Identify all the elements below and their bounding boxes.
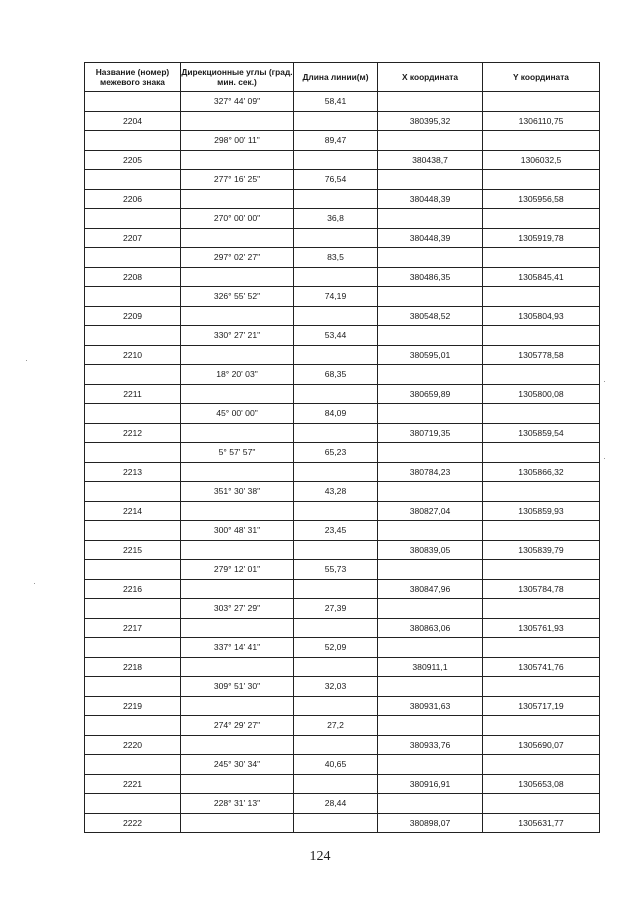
- table-row: [85, 618, 600, 638]
- line-length-cell: 76,54: [294, 170, 378, 190]
- bearing-angle-cell: [181, 267, 294, 287]
- x-coordinate-cell: [378, 638, 483, 658]
- y-coordinate-cell: 1305919,78: [483, 228, 600, 248]
- line-length-cell: [294, 501, 378, 521]
- table-row: [85, 755, 600, 775]
- line-length-cell: [294, 150, 378, 170]
- y-coordinate-cell: 1305690,07: [483, 735, 600, 755]
- table-row: [85, 579, 600, 599]
- x-coordinate-cell: 380933,76: [378, 735, 483, 755]
- marker-name-cell: [85, 365, 181, 385]
- y-coordinate-cell: 1305778,58: [483, 345, 600, 365]
- bearing-angle-cell: [181, 111, 294, 131]
- line-length-cell: 55,73: [294, 560, 378, 580]
- y-coordinate-cell: [483, 560, 600, 580]
- marker-name-cell: 2214: [85, 501, 181, 521]
- marker-name-cell: 2221: [85, 774, 181, 794]
- x-coordinate-cell: 380595,01: [378, 345, 483, 365]
- line-length-cell: [294, 384, 378, 404]
- bearing-angle-cell: [181, 228, 294, 248]
- table-row: [85, 696, 600, 716]
- x-coordinate-cell: 380863,06: [378, 618, 483, 638]
- marker-name-cell: [85, 677, 181, 697]
- line-length-cell: 32,03: [294, 677, 378, 697]
- marker-name-cell: 2217: [85, 618, 181, 638]
- line-length-cell: 36,8: [294, 209, 378, 229]
- bearing-angle-cell: 309° 51' 30": [181, 677, 294, 697]
- line-length-cell: [294, 813, 378, 833]
- table-row: [85, 794, 600, 814]
- x-coordinate-cell: 380898,07: [378, 813, 483, 833]
- x-coordinate-cell: [378, 404, 483, 424]
- line-length-cell: [294, 306, 378, 326]
- marker-name-cell: 2206: [85, 189, 181, 209]
- table-row: [85, 189, 600, 209]
- line-length-cell: [294, 228, 378, 248]
- marker-name-cell: [85, 482, 181, 502]
- table-row: [85, 560, 600, 580]
- marker-name-cell: [85, 131, 181, 151]
- x-coordinate-cell: [378, 326, 483, 346]
- bearing-angle-cell: [181, 384, 294, 404]
- table-row: [85, 716, 600, 736]
- header-line-length: Длина линии(м): [294, 63, 378, 92]
- marker-name-cell: 2218: [85, 657, 181, 677]
- marker-name-cell: [85, 521, 181, 541]
- marker-name-cell: [85, 755, 181, 775]
- x-coordinate-cell: 380486,35: [378, 267, 483, 287]
- bearing-angle-cell: 277° 16' 25": [181, 170, 294, 190]
- y-coordinate-cell: [483, 521, 600, 541]
- table-row: [85, 287, 600, 307]
- x-coordinate-cell: 380911,1: [378, 657, 483, 677]
- table-header-row: [85, 63, 600, 92]
- line-length-cell: [294, 579, 378, 599]
- y-coordinate-cell: [483, 404, 600, 424]
- line-length-cell: 52,09: [294, 638, 378, 658]
- y-coordinate-cell: [483, 170, 600, 190]
- bearing-angle-cell: [181, 345, 294, 365]
- y-coordinate-cell: [483, 131, 600, 151]
- y-coordinate-cell: [483, 443, 600, 463]
- line-length-cell: 43,28: [294, 482, 378, 502]
- y-coordinate-cell: [483, 92, 600, 112]
- marker-name-cell: 2208: [85, 267, 181, 287]
- bearing-angle-cell: [181, 423, 294, 443]
- bearing-angle-cell: 303° 27' 29": [181, 599, 294, 619]
- x-coordinate-cell: 380847,96: [378, 579, 483, 599]
- marker-name-cell: 2216: [85, 579, 181, 599]
- x-coordinate-cell: [378, 248, 483, 268]
- y-coordinate-cell: [483, 482, 600, 502]
- marker-name-cell: [85, 599, 181, 619]
- bearing-angle-cell: 5° 57' 57": [181, 443, 294, 463]
- y-coordinate-cell: 1305653,08: [483, 774, 600, 794]
- bearing-angle-cell: [181, 189, 294, 209]
- x-coordinate-cell: [378, 482, 483, 502]
- scan-speck: [604, 458, 605, 459]
- line-length-cell: 74,19: [294, 287, 378, 307]
- y-coordinate-cell: [483, 755, 600, 775]
- bearing-angle-cell: [181, 735, 294, 755]
- bearing-angle-cell: 298° 00' 11": [181, 131, 294, 151]
- x-coordinate-cell: 380784,23: [378, 462, 483, 482]
- marker-name-cell: [85, 638, 181, 658]
- y-coordinate-cell: 1305741,76: [483, 657, 600, 677]
- line-length-cell: [294, 696, 378, 716]
- bearing-angle-cell: 279° 12' 01": [181, 560, 294, 580]
- marker-name-cell: 2212: [85, 423, 181, 443]
- table-row: [85, 209, 600, 229]
- table-row: [85, 540, 600, 560]
- line-length-cell: [294, 462, 378, 482]
- marker-name-cell: 2219: [85, 696, 181, 716]
- table-row: [85, 306, 600, 326]
- table-row: [85, 150, 600, 170]
- marker-name-cell: 2215: [85, 540, 181, 560]
- table-row: [85, 248, 600, 268]
- x-coordinate-cell: [378, 560, 483, 580]
- y-coordinate-cell: [483, 365, 600, 385]
- marker-name-cell: 2209: [85, 306, 181, 326]
- y-coordinate-cell: 1306032,5: [483, 150, 600, 170]
- y-coordinate-cell: 1305800,08: [483, 384, 600, 404]
- table-row: [85, 423, 600, 443]
- marker-name-cell: 2205: [85, 150, 181, 170]
- line-length-cell: 65,23: [294, 443, 378, 463]
- x-coordinate-cell: [378, 443, 483, 463]
- line-length-cell: 40,65: [294, 755, 378, 775]
- line-length-cell: 27,2: [294, 716, 378, 736]
- boundary-coordinates-table: [84, 62, 600, 833]
- marker-name-cell: [85, 560, 181, 580]
- table-body: [85, 92, 600, 833]
- table-row: [85, 326, 600, 346]
- x-coordinate-cell: [378, 599, 483, 619]
- marker-name-cell: [85, 287, 181, 307]
- x-coordinate-cell: [378, 131, 483, 151]
- marker-name-cell: [85, 209, 181, 229]
- marker-name-cell: [85, 443, 181, 463]
- table-row: [85, 677, 600, 697]
- marker-name-cell: 2220: [85, 735, 181, 755]
- table-row: [85, 384, 600, 404]
- x-coordinate-cell: 380719,35: [378, 423, 483, 443]
- marker-name-cell: [85, 170, 181, 190]
- table-row: [85, 813, 600, 833]
- x-coordinate-cell: [378, 92, 483, 112]
- page-number: 124: [309, 849, 331, 864]
- table-row: [85, 404, 600, 424]
- bearing-angle-cell: 45° 00' 00": [181, 404, 294, 424]
- bearing-angle-cell: [181, 540, 294, 560]
- line-length-cell: 58,41: [294, 92, 378, 112]
- line-length-cell: [294, 345, 378, 365]
- x-coordinate-cell: [378, 794, 483, 814]
- header-marker-name: Название (номер) межевого знака: [85, 63, 181, 92]
- y-coordinate-cell: 1306110,75: [483, 111, 600, 131]
- header-x-coordinate: X координата: [378, 63, 483, 92]
- y-coordinate-cell: [483, 248, 600, 268]
- x-coordinate-cell: [378, 209, 483, 229]
- y-coordinate-cell: [483, 794, 600, 814]
- bearing-angle-cell: [181, 618, 294, 638]
- scan-speck: [34, 583, 35, 584]
- table-row: [85, 365, 600, 385]
- table-row: [85, 111, 600, 131]
- marker-name-cell: 2204: [85, 111, 181, 131]
- y-coordinate-cell: 1305956,58: [483, 189, 600, 209]
- bearing-angle-cell: [181, 306, 294, 326]
- table-row: [85, 735, 600, 755]
- x-coordinate-cell: [378, 365, 483, 385]
- y-coordinate-cell: 1305761,93: [483, 618, 600, 638]
- header-bearing-angle: Дирекционные углы (град. мин. сек.): [181, 63, 294, 92]
- line-length-cell: [294, 540, 378, 560]
- bearing-angle-cell: 18° 20' 03": [181, 365, 294, 385]
- marker-name-cell: [85, 92, 181, 112]
- bearing-angle-cell: 330° 27' 21": [181, 326, 294, 346]
- line-length-cell: 84,09: [294, 404, 378, 424]
- line-length-cell: [294, 267, 378, 287]
- bearing-angle-cell: 228° 31' 13": [181, 794, 294, 814]
- x-coordinate-cell: [378, 755, 483, 775]
- marker-name-cell: 2213: [85, 462, 181, 482]
- table-row: [85, 599, 600, 619]
- line-length-cell: [294, 618, 378, 638]
- x-coordinate-cell: [378, 677, 483, 697]
- marker-name-cell: 2207: [85, 228, 181, 248]
- y-coordinate-cell: [483, 287, 600, 307]
- marker-name-cell: [85, 716, 181, 736]
- y-coordinate-cell: 1305839,79: [483, 540, 600, 560]
- y-coordinate-cell: [483, 599, 600, 619]
- table-row: [85, 345, 600, 365]
- table-row: [85, 92, 600, 112]
- line-length-cell: [294, 735, 378, 755]
- table-row: [85, 774, 600, 794]
- bearing-angle-cell: 337° 14' 41": [181, 638, 294, 658]
- table-row: [85, 482, 600, 502]
- bearing-angle-cell: [181, 150, 294, 170]
- marker-name-cell: 2210: [85, 345, 181, 365]
- table-row: [85, 228, 600, 248]
- bearing-angle-cell: 327° 44' 09": [181, 92, 294, 112]
- table-row: [85, 131, 600, 151]
- x-coordinate-cell: [378, 170, 483, 190]
- bearing-angle-cell: 297° 02' 27": [181, 248, 294, 268]
- marker-name-cell: [85, 326, 181, 346]
- bearing-angle-cell: [181, 813, 294, 833]
- scan-speck: [26, 360, 27, 361]
- y-coordinate-cell: [483, 326, 600, 346]
- table-row: [85, 521, 600, 541]
- x-coordinate-cell: 380839,05: [378, 540, 483, 560]
- marker-name-cell: [85, 794, 181, 814]
- line-length-cell: [294, 657, 378, 677]
- y-coordinate-cell: 1305859,54: [483, 423, 600, 443]
- table-row: [85, 462, 600, 482]
- table-row: [85, 267, 600, 287]
- y-coordinate-cell: 1305717,19: [483, 696, 600, 716]
- line-length-cell: [294, 189, 378, 209]
- bearing-angle-cell: [181, 657, 294, 677]
- x-coordinate-cell: [378, 521, 483, 541]
- y-coordinate-cell: 1305784,78: [483, 579, 600, 599]
- y-coordinate-cell: 1305845,41: [483, 267, 600, 287]
- table-row: [85, 170, 600, 190]
- line-length-cell: 27,39: [294, 599, 378, 619]
- bearing-angle-cell: 245° 30' 34": [181, 755, 294, 775]
- y-coordinate-cell: 1305804,93: [483, 306, 600, 326]
- line-length-cell: 89,47: [294, 131, 378, 151]
- y-coordinate-cell: [483, 638, 600, 658]
- table-row: [85, 501, 600, 521]
- bearing-angle-cell: 274° 29' 27": [181, 716, 294, 736]
- x-coordinate-cell: 380931,63: [378, 696, 483, 716]
- line-length-cell: 53,44: [294, 326, 378, 346]
- bearing-angle-cell: 270° 00' 00": [181, 209, 294, 229]
- x-coordinate-cell: 380395,32: [378, 111, 483, 131]
- table-row: [85, 443, 600, 463]
- line-length-cell: [294, 774, 378, 794]
- x-coordinate-cell: 380659,89: [378, 384, 483, 404]
- marker-name-cell: [85, 404, 181, 424]
- y-coordinate-cell: 1305859,93: [483, 501, 600, 521]
- y-coordinate-cell: [483, 716, 600, 736]
- x-coordinate-cell: [378, 716, 483, 736]
- table-row: [85, 638, 600, 658]
- y-coordinate-cell: [483, 677, 600, 697]
- bearing-angle-cell: [181, 501, 294, 521]
- marker-name-cell: 2211: [85, 384, 181, 404]
- line-length-cell: 23,45: [294, 521, 378, 541]
- y-coordinate-cell: 1305631,77: [483, 813, 600, 833]
- y-coordinate-cell: [483, 209, 600, 229]
- line-length-cell: 68,35: [294, 365, 378, 385]
- y-coordinate-cell: 1305866,32: [483, 462, 600, 482]
- line-length-cell: [294, 111, 378, 131]
- table-row: [85, 657, 600, 677]
- x-coordinate-cell: 380448,39: [378, 189, 483, 209]
- bearing-angle-cell: [181, 774, 294, 794]
- line-length-cell: [294, 423, 378, 443]
- x-coordinate-cell: 380438,7: [378, 150, 483, 170]
- bearing-angle-cell: 300° 48' 31": [181, 521, 294, 541]
- bearing-angle-cell: 351° 30' 38": [181, 482, 294, 502]
- bearing-angle-cell: [181, 696, 294, 716]
- x-coordinate-cell: 380548,52: [378, 306, 483, 326]
- scan-speck: [604, 381, 605, 382]
- bearing-angle-cell: 326° 55' 52": [181, 287, 294, 307]
- x-coordinate-cell: [378, 287, 483, 307]
- line-length-cell: 83,5: [294, 248, 378, 268]
- bearing-angle-cell: [181, 462, 294, 482]
- bearing-angle-cell: [181, 579, 294, 599]
- x-coordinate-cell: 380827,04: [378, 501, 483, 521]
- x-coordinate-cell: 380916,91: [378, 774, 483, 794]
- marker-name-cell: 2222: [85, 813, 181, 833]
- marker-name-cell: [85, 248, 181, 268]
- line-length-cell: 28,44: [294, 794, 378, 814]
- header-y-coordinate: Y координата: [483, 63, 600, 92]
- x-coordinate-cell: 380448,39: [378, 228, 483, 248]
